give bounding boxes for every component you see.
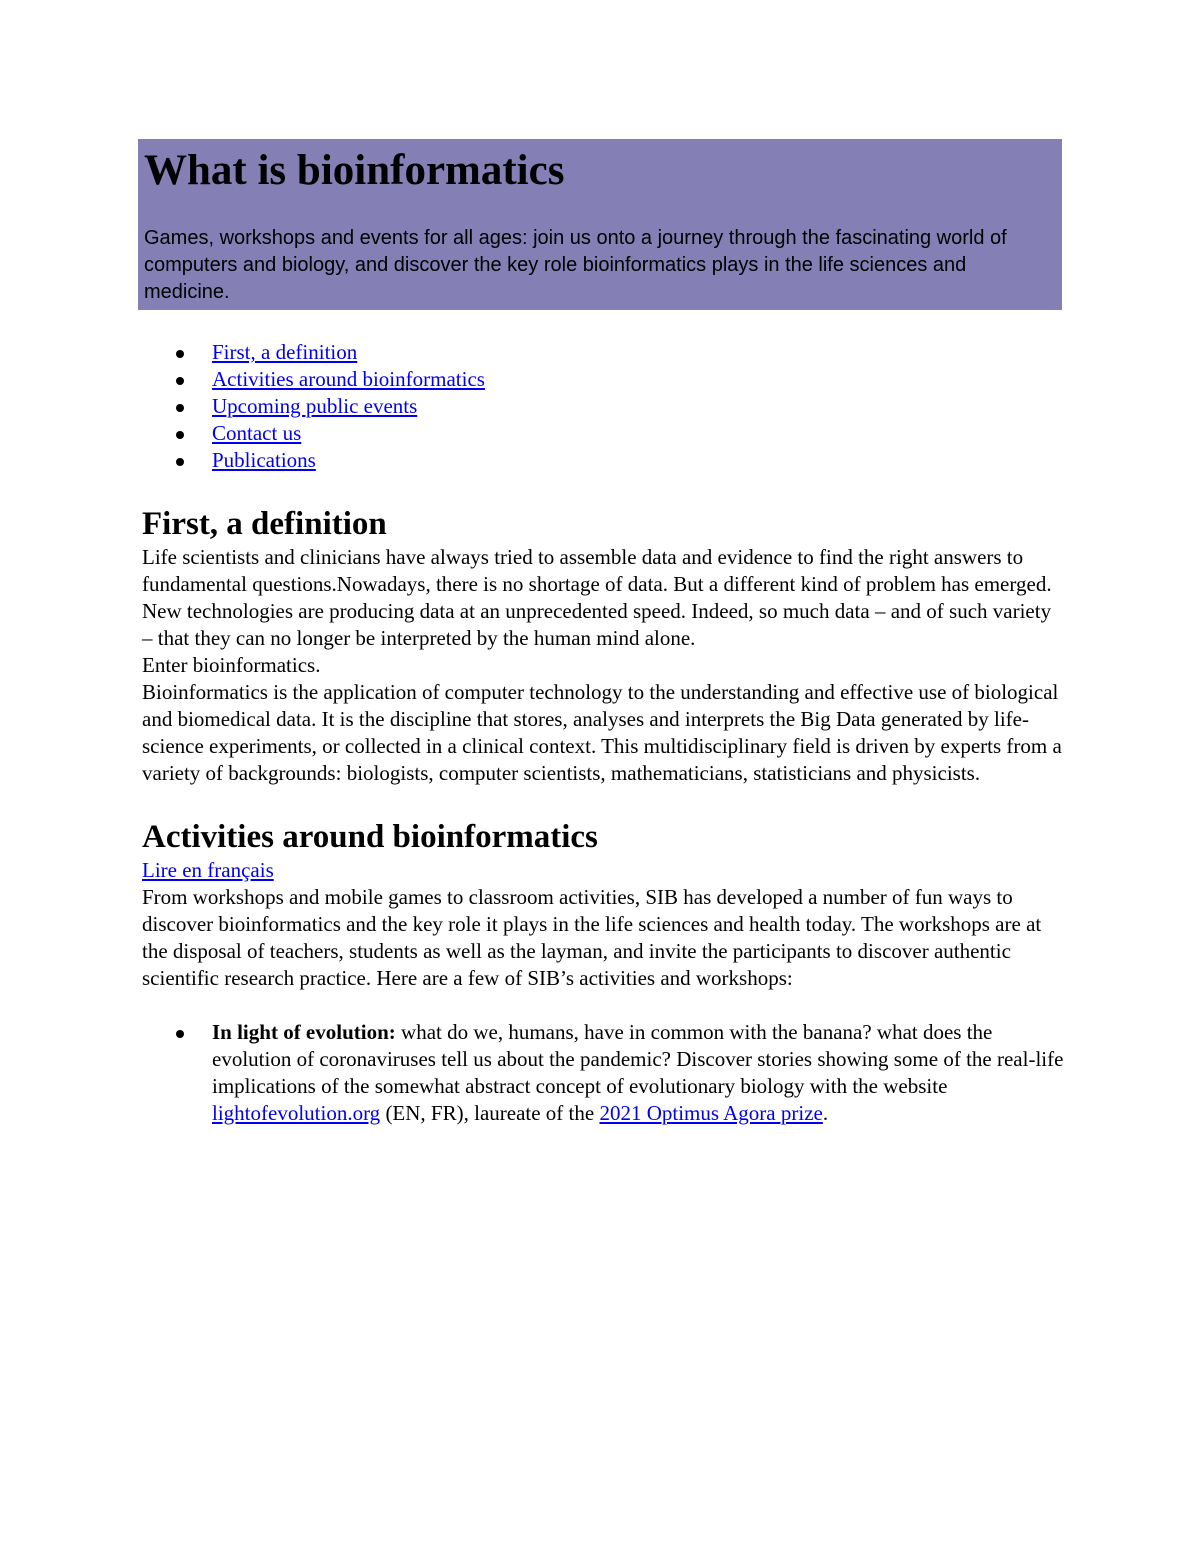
lire-en-francais-link[interactable]: Lire en français [142, 858, 274, 882]
toc-link-events[interactable]: Upcoming public events [212, 394, 418, 418]
list-item [142, 1019, 1064, 1127]
lightofevolution-link[interactable]: lightofevolution.org [212, 1101, 381, 1125]
activities-intro: From workshops and mobile games to classroom activities, SIB has developed a number of fun ways to discover bioinformatics and the key role it plays in the life sciences and health today. The workshops are at the disposal of teachers, students as well as the layman, and invite the participants to discover authentic scientific research practice. Here are a few of SIB’s activities and workshops: [142, 885, 1042, 990]
toc-item [142, 393, 1064, 420]
bullet-icon [176, 1030, 184, 1038]
toc-item [142, 447, 1064, 474]
activity-title: In light of evolution: [212, 1020, 396, 1044]
definition-paragraph-1: Life scientists and clinicians have always tried to assemble data and evidence to find the right answers to fundamental questions.Nowadays, there is no shortage of data. But a different kind of problem has emerged. New technologies are producing data at an unprecedented speed. Indeed, so much data – and of such variety – that they can no longer be interpreted by the human mind alone. [142, 545, 1052, 650]
hero-subtitle: Games, workshops and events for all ages: join us onto a journey through the fascinating world of computers and biology, and discover the key role bioinformatics plays in the life sciences and medicine. [144, 227, 1007, 303]
bullet-icon [176, 350, 184, 358]
section-heading-definition: First, a definition [142, 506, 387, 542]
bullet-icon [176, 404, 184, 412]
toc-link-activities[interactable]: Activities around bioinformatics [212, 367, 485, 391]
activity-text: (EN, FR), laureate of the [380, 1101, 600, 1125]
activity-text: what do we, humans, have in common with the banana? what does the evolution of coronaviruses tell us about the pandemic? Discover stories showing some of the real-life implications of the somewhat abstract concept of evolutionary biology with the website [212, 1020, 1064, 1098]
optimus-agora-prize-link[interactable]: 2021 Optimus Agora prize [599, 1101, 823, 1125]
activities-list [142, 1019, 1064, 1127]
page-title: What is bioinformatics [144, 147, 565, 194]
toc-link-definition[interactable]: First, a definition [212, 340, 358, 364]
activity-text: . [822, 1101, 829, 1125]
page-content [142, 139, 1064, 1127]
bullet-icon [176, 458, 184, 466]
french-link-paragraph [142, 857, 1064, 884]
definition-paragraph-3: Bioinformatics is the application of computer technology to the understanding and effective use of biological and biomedical data. It is the discipline that stores, analyses and interprets the Big Data generated by life-science experiments, or collected in a clinical context. This multidisciplinary field is driven by experts from a variety of backgrounds: biologists, computer scientists, mathematicians, statisticians and physicists. [142, 680, 1062, 785]
hero-banner [138, 139, 1062, 310]
toc-item [142, 420, 1064, 447]
toc-item [142, 366, 1064, 393]
definition-paragraph-2: Enter bioinformatics. [142, 653, 321, 677]
section-heading-activities: Activities around bioinformatics [142, 819, 598, 855]
bullet-icon [176, 431, 184, 439]
table-of-contents [142, 339, 1064, 474]
bullet-icon [176, 377, 184, 385]
toc-item [142, 339, 1064, 366]
toc-link-publications[interactable]: Publications [212, 448, 316, 472]
toc-link-contact[interactable]: Contact us [212, 421, 302, 445]
